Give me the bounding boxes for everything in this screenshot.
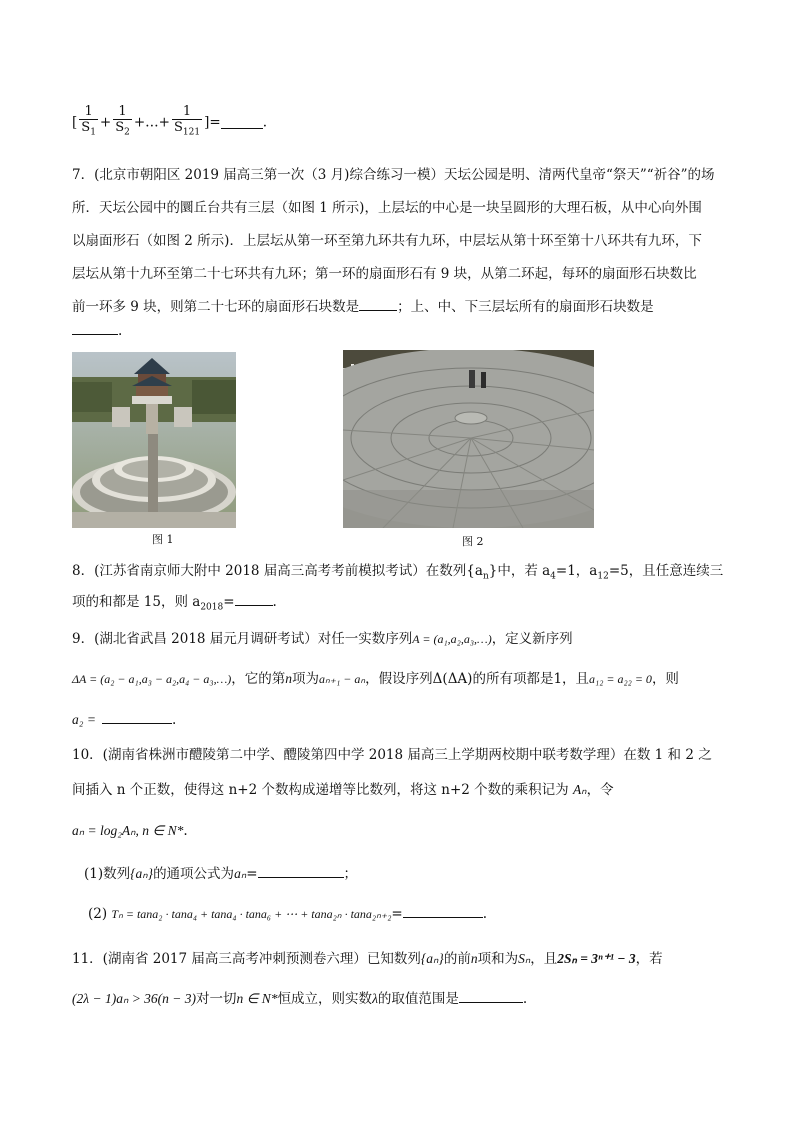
fraction-sum-expression: [ $\frac{1}{S_1}$ + $\frac{1}{S_2}$ +…+ $\frac{1}{S_{121}}$ ]= . [72, 104, 267, 144]
answer-blank[interactable] [235, 593, 273, 606]
q7-line-6: . [72, 322, 122, 340]
q7-line-5: 前一环多 9 块，则第二十七环的扇面形石块数是 ；上、中、下三层坛所有的扇面形石块数是 [72, 299, 654, 315]
q11-line-2: (2λ − 1)aₙ > 36(n − 3)对一切n ∈ N*恒成立，则实数λ的取值范围是 . [72, 991, 528, 1007]
figure-1-caption: 图 1 [152, 533, 174, 546]
q8-line-1: 8．(江苏省南京师大附中 2018 届高三高考考前模拟考试）在数列$\{a_n\}$中，若 $a_4=1$，$a_{12}=5$，且任意连续三 [72, 563, 724, 582]
q10-line-3: aₙ = log₂Aₙ, n ∈ N*. [72, 823, 188, 839]
answer-blank[interactable] [359, 298, 397, 311]
figure-2-photo [343, 350, 594, 528]
figure-1-photo [72, 352, 236, 528]
bracket-open: [ [72, 114, 78, 131]
answer-blank[interactable] [258, 865, 344, 878]
q7-line-2: 所．天坛公园中的圜丘台共有三层（如图 1 所示)，上层坛的中心是一块呈圆形的大理石板，从中心向外围 [72, 200, 702, 216]
q7-line-3: 以扇面形石（如图 2 所示)．上层坛从第一环至第九环共有九环，中层坛从第十环至第十八环共有九环，下 [72, 233, 702, 249]
q10-subquestion-2: (2) Tₙ = tana₂ · tana₄ + tana₄ · tana₆ + ⋯ + tana₂ₙ · tana₂ₙ₊₂= . [88, 906, 487, 922]
circular-stone-floor-image [343, 350, 594, 528]
q11-line-1: 11．(湖南省 2017 届高三高考冲刺预测卷六理）已知数列{aₙ}的前n项和为Sₙ，且2Sₙ = 3ⁿ⁺¹ − 3，若 [72, 951, 663, 967]
q10-line-2: 间插入 n 个正数，使得这 n+2 个数构成递增等比数列，将这 n+2 个数的乘积记为 Aₙ，令 [72, 782, 614, 798]
temple-altar-image [72, 352, 236, 528]
q9-line-1: 9．(湖北省武昌 2018 届元月调研考试）对任一实数序列A = (a₁,a₂,a₃,…)，定义新序列 [72, 631, 573, 647]
q9-line-3: a₂ = . [72, 712, 177, 728]
q7-line-1: 7．(北京市朝阳区 2019 届高三第一次（3 月)综合练习一模）天坛公园是明、清两代皇帝“祭天”“祈谷”的场 [72, 167, 715, 183]
answer-blank[interactable] [459, 990, 523, 1003]
answer-blank[interactable] [72, 322, 118, 335]
q10-line-1: 10．(湖南省株洲市醴陵第二中学、醴陵第四中学 2018 届高三上学期两校期中联考数学理）在数 1 和 2 之 [72, 747, 712, 763]
q10-subquestion-1: (1)数列{aₙ}的通项公式为aₙ= ； [84, 866, 358, 882]
answer-blank[interactable] [221, 116, 263, 129]
q9-line-2: ΔA = (a₂ − a₁,a₃ − a₂,a₄ − a₃,…)，它的第n项为aₙ₊₁ − aₙ，假设序列Δ(ΔA)的所有项都是1，且a₁₂ = a₂₂ = 0，则 [72, 671, 679, 687]
answer-blank[interactable] [102, 711, 172, 724]
fraction-3: $\frac{1}{S_{121}}$ [174, 104, 201, 138]
figure-2-caption: 图 2 [462, 535, 484, 548]
q8-line-2: 项的和都是 15，则 $a_{2018}=$ . [72, 594, 277, 613]
fraction-2: $\frac{1}{S_2}$ [115, 104, 130, 138]
fraction-1: $\frac{1}{S_1}$ [81, 104, 96, 138]
answer-blank[interactable] [403, 905, 483, 918]
q7-line-4: 层坛从第十九环至第二十七环共有九环；第一环的扇面形石有 9 块，从第二环起，每环的扇面形石块数比 [72, 266, 697, 282]
